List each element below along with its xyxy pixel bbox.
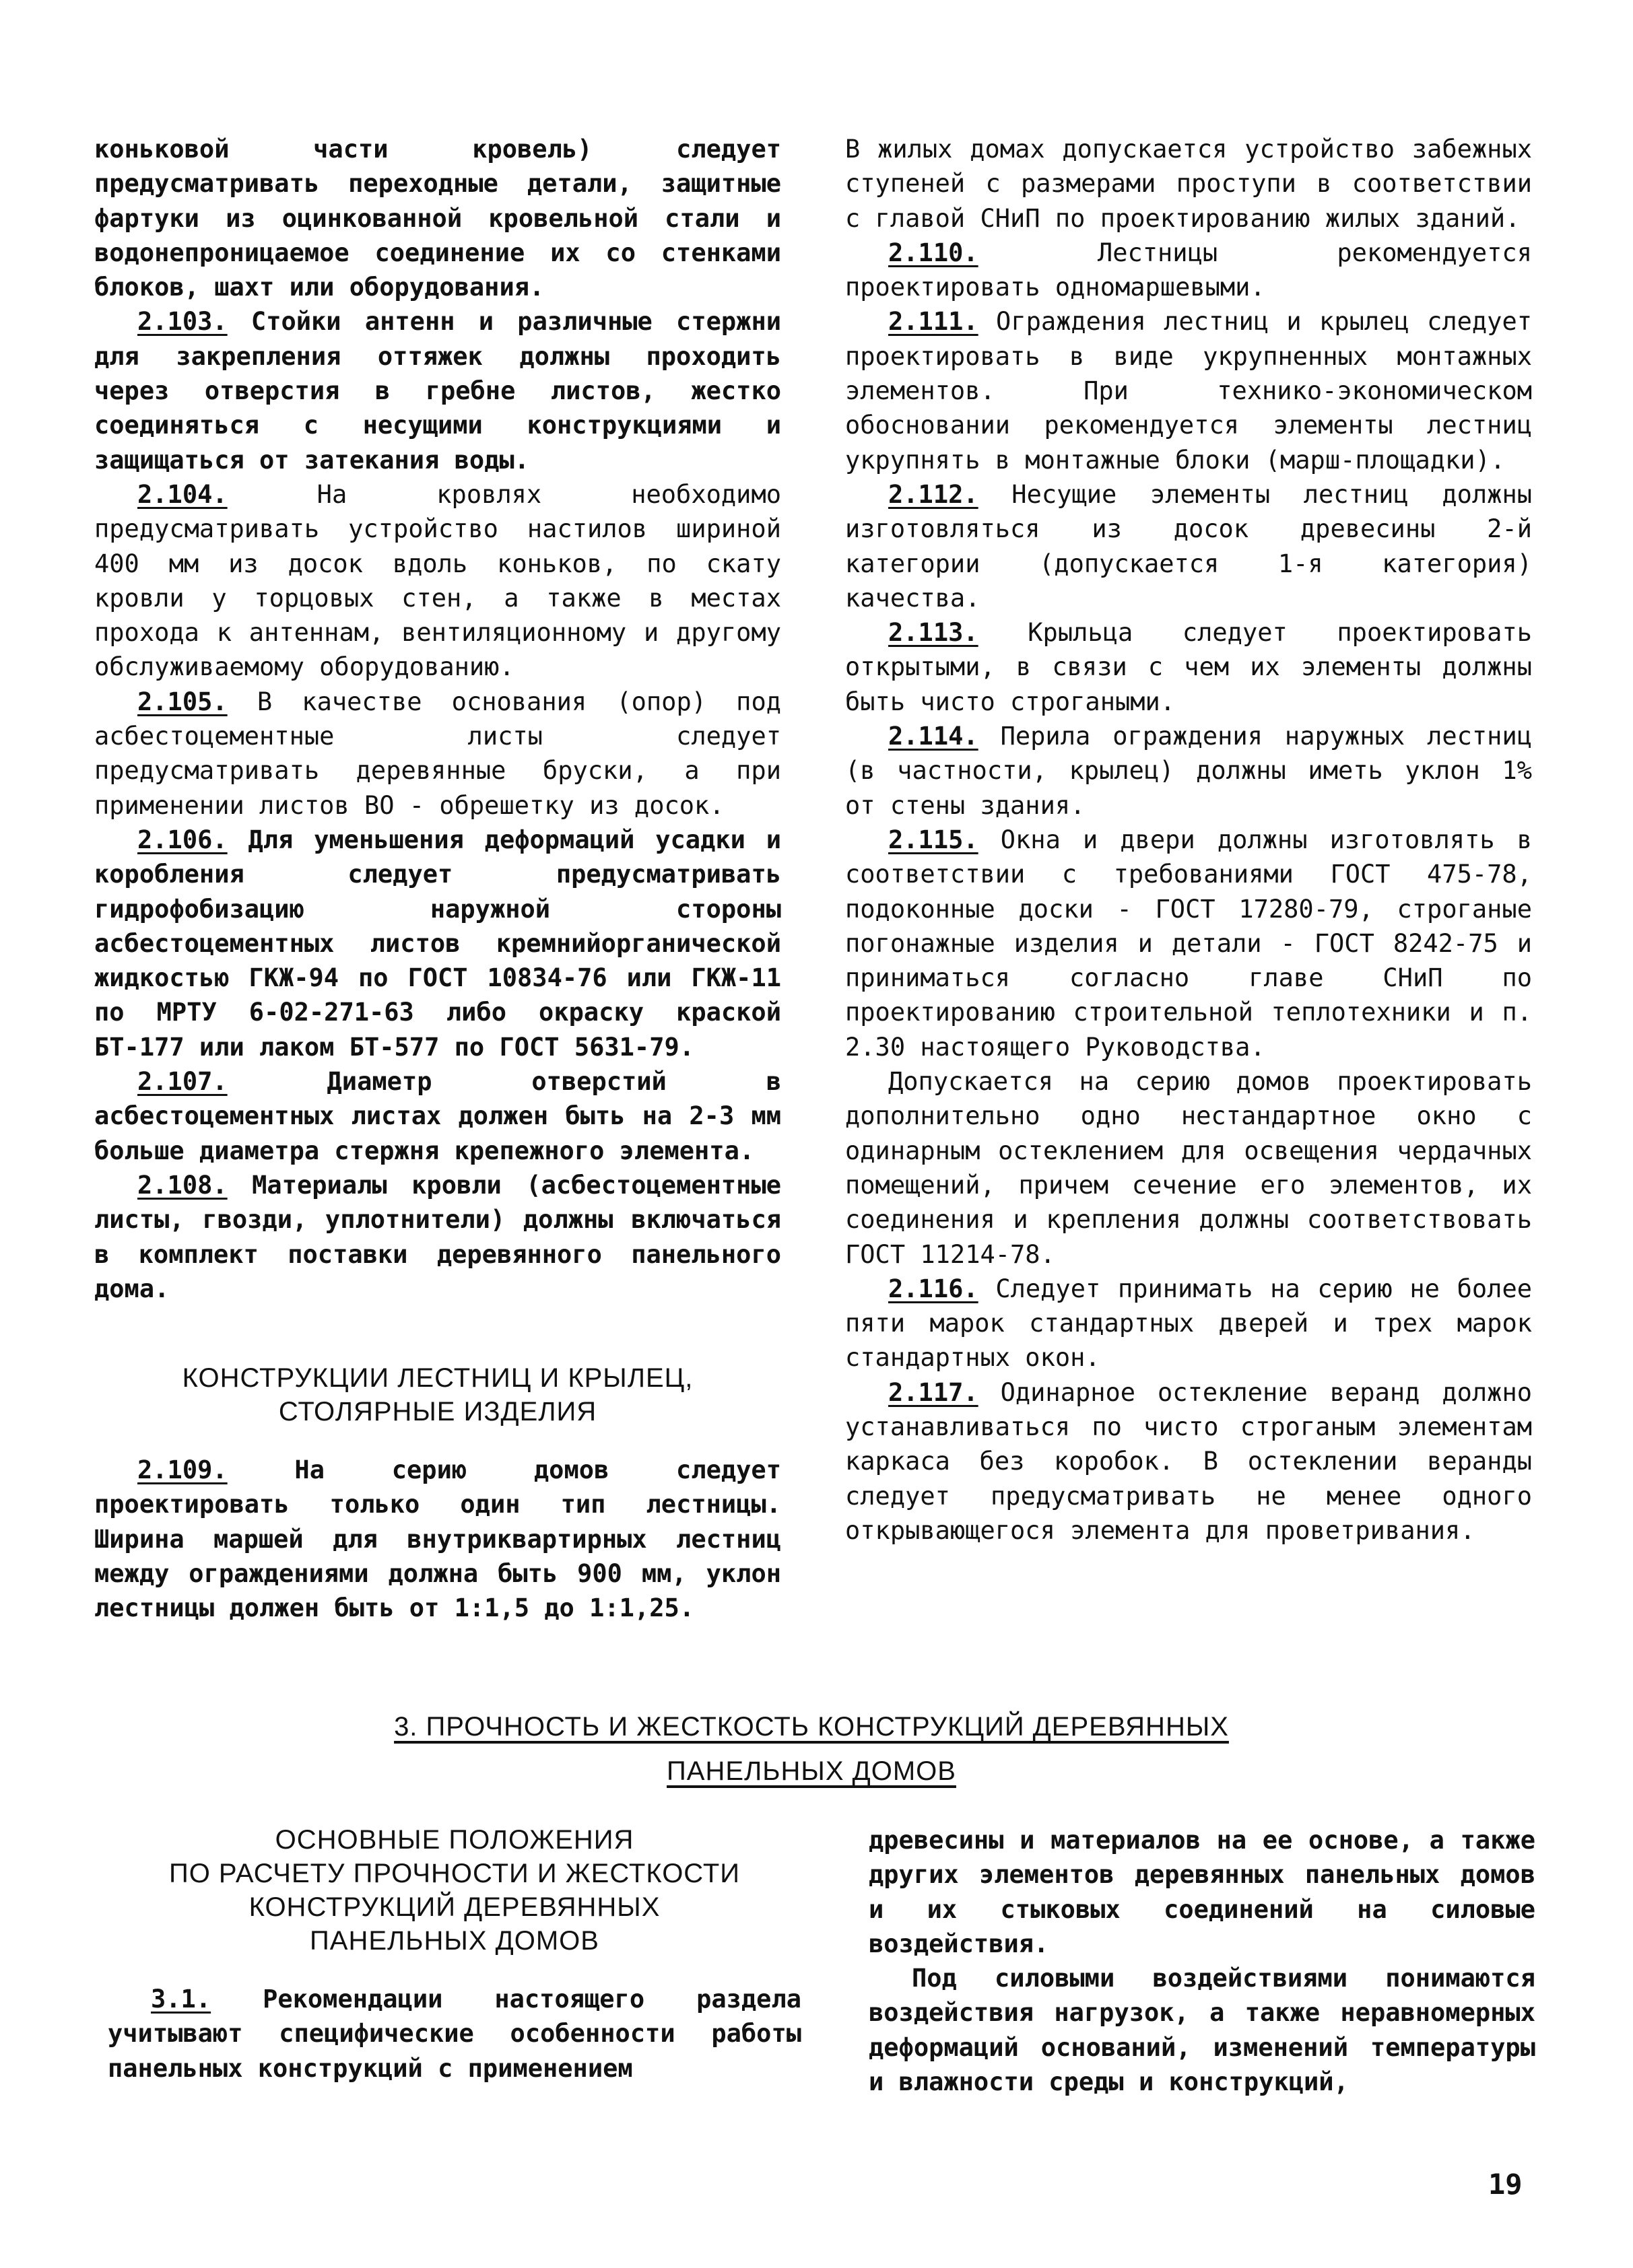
clause-text: Следует принимать на серию не более пяти марок стандартных дверей и трех марок стандартных окон. (845, 1274, 1532, 1373)
paragraph-continuation: В жилых домах допускается устройство забежных ступеней с размерами проступи в соответствии с главой СНиП по проектированию жилых зданий. (845, 135, 1532, 233)
paragraph-2-105 (94, 685, 781, 823)
paragraph-2-115-continued: Допускается на серию домов проектировать дополнительно одно нестандартное окно с одинарным остеклением для освещения чердачных помещений, причем сечение его элементов, их соединения и крепления должны соответствовать ГОСТ 11214-78. (845, 1067, 1532, 1269)
paragraph-2-103 (94, 304, 781, 477)
paragraph-2-108 (94, 1168, 781, 1306)
heading-line: КОНСТРУКЦИИ ЛЕСТНИЦ И КРЫЛЕЦ, (182, 1363, 694, 1394)
paragraph-continuation: коньковой части кровель) следует предусматривать переходные детали, защитные фартуки из оцинкованной кровельной стали и водонепроницаемое соединение их со стенками блоков, шахт или оборудования. (94, 135, 781, 302)
paragraph-2-109 (94, 1453, 781, 1625)
clause-number: 2.106. (137, 825, 228, 854)
heading-line: ОСНОВНЫЕ ПОЛОЖЕНИЯ (275, 1825, 634, 1855)
paragraph-2-106 (94, 823, 781, 1064)
section-title (162, 1705, 1461, 1793)
heading-line: КОНСТРУКЦИЙ ДЕРЕВЯННЫХ (248, 1892, 661, 1922)
paragraph-2-107 (94, 1064, 781, 1168)
left-column (94, 132, 781, 1626)
clause-number: 2.110. (888, 238, 978, 267)
clause-text: Одинарное остекление веранд должно устанавливаться по чисто строганым элементам каркаса без коробок. В остеклении веранды следует предусматривать не менее одного открывающегося элемента для проветривания. (845, 1377, 1532, 1545)
clause-number: 3.1. (151, 1985, 211, 2014)
clause-text: Диаметр отверстий в асбестоцементных листах должен быть на 2-3 мм больше диаметра стержня крепежного элемента. (94, 1067, 781, 1165)
clause-text: Несущие элементы лестниц должны изготовляться из досок древесины 2-й категории (допускается 1-я категория) качества. (845, 479, 1532, 613)
paragraph-2-115 (845, 823, 1532, 1064)
clause-text: Ограждения лестниц и крылец следует проектировать в виде укрупненных монтажных элементов. При технико-экономическом обосновании рекомендуется элементы лестниц укрупнять в монтажные блоки (марш-площадки). (845, 307, 1532, 475)
section-title-line: 3. ПРОЧНОСТЬ И ЖЕСТКОСТЬ КОНСТРУКЦИЙ ДЕРЕВЯННЫХ (394, 1712, 1229, 1742)
paragraph-2-116 (845, 1272, 1532, 1375)
bottom-left-column (108, 1823, 801, 2086)
clause-number: 2.112. (888, 479, 978, 509)
clause-number: 2.104. (137, 479, 228, 509)
clause-text: На серию домов следует проектировать только один тип лестницы. Ширина маршей для внутриквартирных лестниц между ограждениями должна быть 900 мм, уклон лестницы должен быть от 1:1,5 до 1:1,25. (94, 1455, 781, 1623)
clause-number: 2.103. (137, 307, 228, 337)
page-number: 19 (1488, 2168, 1523, 2201)
subsection-heading (94, 1361, 781, 1429)
paragraph: Под силовыми воздействиями понимаются воздействия нагрузок, а также неравномерных деформаций оснований, изменений температуры и влажности среды и конструкций, (869, 1964, 1535, 2097)
right-column (845, 132, 1532, 1548)
clause-text: Окна и двери должны изготовлять в соответствии с требованиями ГОСТ 475-78, подоконные доски - ГОСТ 17280-79, строганые погонажные изделия и детали - ГОСТ 8242-75 и приниматься согласно главе СНиП по проектированию строительной теплотехники и п. 2.30 настоящего Руководства. (845, 825, 1532, 1062)
clause-number: 2.115. (888, 825, 978, 854)
clause-number: 2.107. (137, 1067, 228, 1097)
clause-text: В качестве основания (опор) под асбестоцементные листы следует предусматривать деревянные бруски, а при применении листов ВО - обрешетку из досок. (94, 687, 781, 820)
paragraph-2-110 (845, 236, 1532, 305)
clause-number: 2.114. (888, 722, 978, 751)
paragraph-2-113 (845, 615, 1532, 719)
bottom-right-column (869, 1823, 1535, 2099)
clause-text: Лестницы рекомендуется проектировать одномаршевыми. (845, 238, 1532, 302)
clause-number: 2.116. (888, 1274, 978, 1303)
paragraph-2-112 (845, 477, 1532, 615)
paragraph-continuation: древесины и материалов на ее основе, а также других элементов деревянных панельных домов и их стыковых соединений на силовые воздействия. (869, 1826, 1535, 1958)
heading-line: СТОЛЯРНЫЕ ИЗДЕЛИЯ (278, 1397, 597, 1427)
clause-text: Для уменьшения деформаций усадки и коробления следует предусматривать гидрофобизацию наружной стороны асбестоцементных листов кремнийорганической жидкостью ГКЖ-94 по ГОСТ 10834-76 или ГКЖ-11 по МРТУ 6-02-271-63 либо окраску краской БТ-177 или лаком БТ-577 по ГОСТ 5631-79. (94, 825, 781, 1062)
clause-text: Рекомендации настоящего раздела учитывают специфические особенности работы панельных конструкций с применением (108, 1985, 801, 2083)
section-title-line: ПАНЕЛЬНЫХ ДОМОВ (667, 1756, 956, 1786)
clause-number: 2.117. (888, 1377, 978, 1407)
clause-number: 2.105. (137, 687, 228, 716)
clause-text: Перила ограждения наружных лестниц (в частности, крылец) должны иметь уклон 1% от стены здания. (845, 722, 1532, 820)
paragraph-2-104 (94, 477, 781, 685)
clause-number: 2.109. (137, 1455, 228, 1485)
clause-number: 2.113. (888, 618, 978, 648)
clause-number: 2.108. (137, 1170, 228, 1200)
paragraph-3-1 (108, 1982, 801, 2086)
clause-text: Крыльца следует проектировать открытыми, в связи с чем их элементы должны быть чисто строгаными. (845, 618, 1532, 716)
clause-text: Материалы кровли (асбестоцементные листы, гвозди, уплотнители) должны включаться в комплект поставки деревянного панельного дома. (94, 1170, 781, 1303)
heading-line: ПО РАСЧЕТУ ПРОЧНОСТИ И ЖЕСТКОСТИ (168, 1859, 741, 1888)
clause-text: На кровлях необходимо предусматривать устройство настилов шириной 400 мм из досок вдоль коньков, по скату кровли у торцовых стен, а также в местах прохода к антеннам, вентиляционному и другому обслуживаемому оборудованию. (94, 479, 781, 682)
paragraph-2-117 (845, 1375, 1532, 1548)
heading-line: ПАНЕЛЬНЫХ ДОМОВ (310, 1926, 599, 1956)
paragraph-2-111 (845, 304, 1532, 477)
clause-number: 2.111. (888, 307, 978, 337)
paragraph-2-114 (845, 719, 1532, 823)
clause-text: Стойки антенн и различные стержни для закрепления оттяжек должны проходить через отверстия в гребне листов, жестко соединяться с несущими конструкциями и защищаться от затекания воды. (94, 307, 781, 475)
subsection-heading (108, 1823, 801, 1958)
